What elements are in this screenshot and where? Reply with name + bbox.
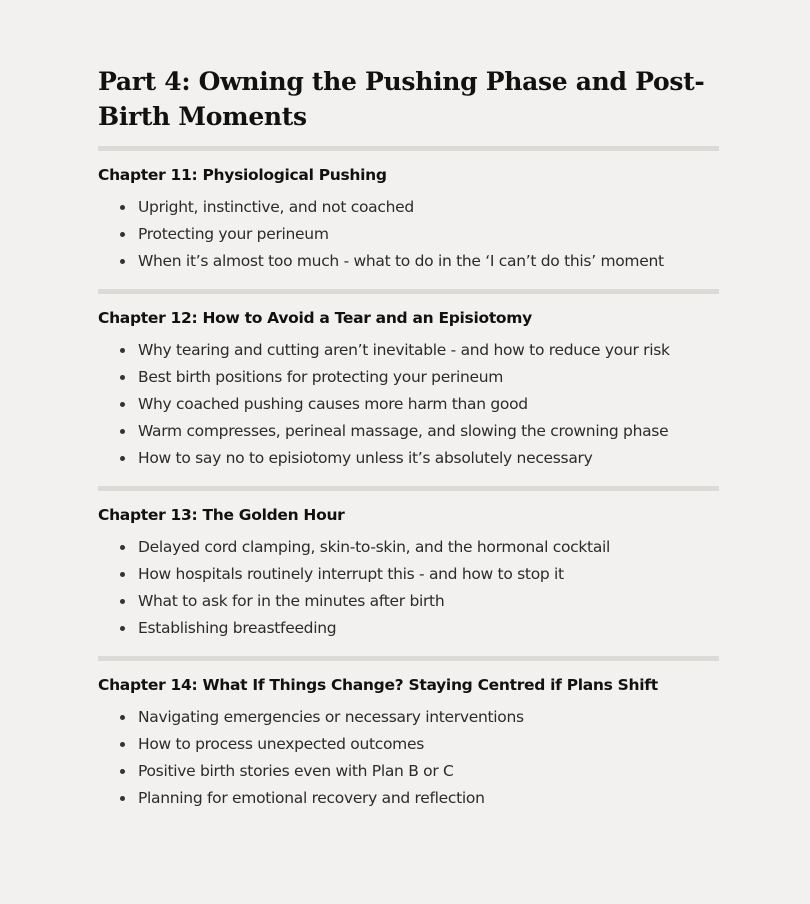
chapter-13 bbox=[98, 491, 719, 661]
part-title: Part 4: Owning the Pushing Phase and Post-Birth Moments bbox=[98, 67, 705, 131]
bullet-icon bbox=[120, 259, 125, 264]
chapter-title: Chapter 14: What If Things Change? Staying Centred if Plans Shift bbox=[98, 676, 658, 694]
list-item-text: Why coached pushing causes more harm than good bbox=[138, 395, 528, 413]
list-item-text: Best birth positions for protecting your perineum bbox=[138, 368, 504, 386]
list-item bbox=[138, 337, 719, 364]
list-item-text: Why tearing and cutting aren’t inevitable - and how to reduce your risk bbox=[138, 341, 670, 359]
bullet-icon bbox=[120, 742, 125, 747]
bullet-icon bbox=[120, 715, 125, 720]
list-item bbox=[138, 418, 719, 445]
bullet-list bbox=[98, 704, 719, 812]
list-item bbox=[138, 615, 719, 642]
list-item-text: Delayed cord clamping, skin-to-skin, and the hormonal cocktail bbox=[138, 538, 611, 556]
chapter-11 bbox=[98, 151, 719, 294]
chapter-title: Chapter 12: How to Avoid a Tear and an Episiotomy bbox=[98, 309, 532, 327]
chapter-title: Chapter 13: The Golden Hour bbox=[98, 506, 345, 524]
list-item-text: How to process unexpected outcomes bbox=[138, 735, 424, 753]
list-item-text: Upright, instinctive, and not coached bbox=[138, 198, 414, 216]
list-item bbox=[138, 445, 719, 472]
list-item-text: What to ask for in the minutes after birth bbox=[138, 592, 445, 610]
chapter-12 bbox=[98, 294, 719, 491]
bullet-icon bbox=[120, 626, 125, 631]
list-item bbox=[138, 194, 719, 221]
list-item bbox=[138, 248, 719, 275]
bullet-list bbox=[98, 194, 719, 275]
document-content bbox=[98, 64, 719, 812]
bullet-icon bbox=[120, 545, 125, 550]
list-item bbox=[138, 534, 719, 561]
bullet-icon bbox=[120, 205, 125, 210]
list-item bbox=[138, 758, 719, 785]
list-item-text: How to say no to episiotomy unless it’s absolutely necessary bbox=[138, 449, 593, 467]
list-item-text: Protecting your perineum bbox=[138, 225, 329, 243]
bullet-icon bbox=[120, 232, 125, 237]
list-item bbox=[138, 364, 719, 391]
bullet-icon bbox=[120, 402, 125, 407]
list-item-text: Planning for emotional recovery and reflection bbox=[138, 789, 485, 807]
list-item bbox=[138, 221, 719, 248]
list-item bbox=[138, 785, 719, 812]
list-item-text: How hospitals routinely interrupt this - and how to stop it bbox=[138, 565, 564, 583]
list-item bbox=[138, 561, 719, 588]
bullet-list bbox=[98, 337, 719, 472]
list-item bbox=[138, 731, 719, 758]
list-item bbox=[138, 588, 719, 615]
bullet-list bbox=[98, 534, 719, 642]
list-item bbox=[138, 704, 719, 731]
bullet-icon bbox=[120, 456, 125, 461]
bullet-icon bbox=[120, 429, 125, 434]
bullet-icon bbox=[120, 375, 125, 380]
list-item-text: When it’s almost too much - what to do in the ‘I can’t do this’ moment bbox=[138, 252, 664, 270]
chapter-title: Chapter 11: Physiological Pushing bbox=[98, 166, 387, 184]
bullet-icon bbox=[120, 572, 125, 577]
bullet-icon bbox=[120, 769, 125, 774]
chapter-14 bbox=[98, 661, 719, 812]
bullet-icon bbox=[120, 796, 125, 801]
list-item-text: Warm compresses, perineal massage, and slowing the crowning phase bbox=[138, 422, 669, 440]
list-item-text: Establishing breastfeeding bbox=[138, 619, 337, 637]
list-item-text: Positive birth stories even with Plan B or C bbox=[138, 762, 454, 780]
list-item-text: Navigating emergencies or necessary interventions bbox=[138, 708, 524, 726]
bullet-icon bbox=[120, 599, 125, 604]
list-item bbox=[138, 391, 719, 418]
bullet-icon bbox=[120, 348, 125, 353]
